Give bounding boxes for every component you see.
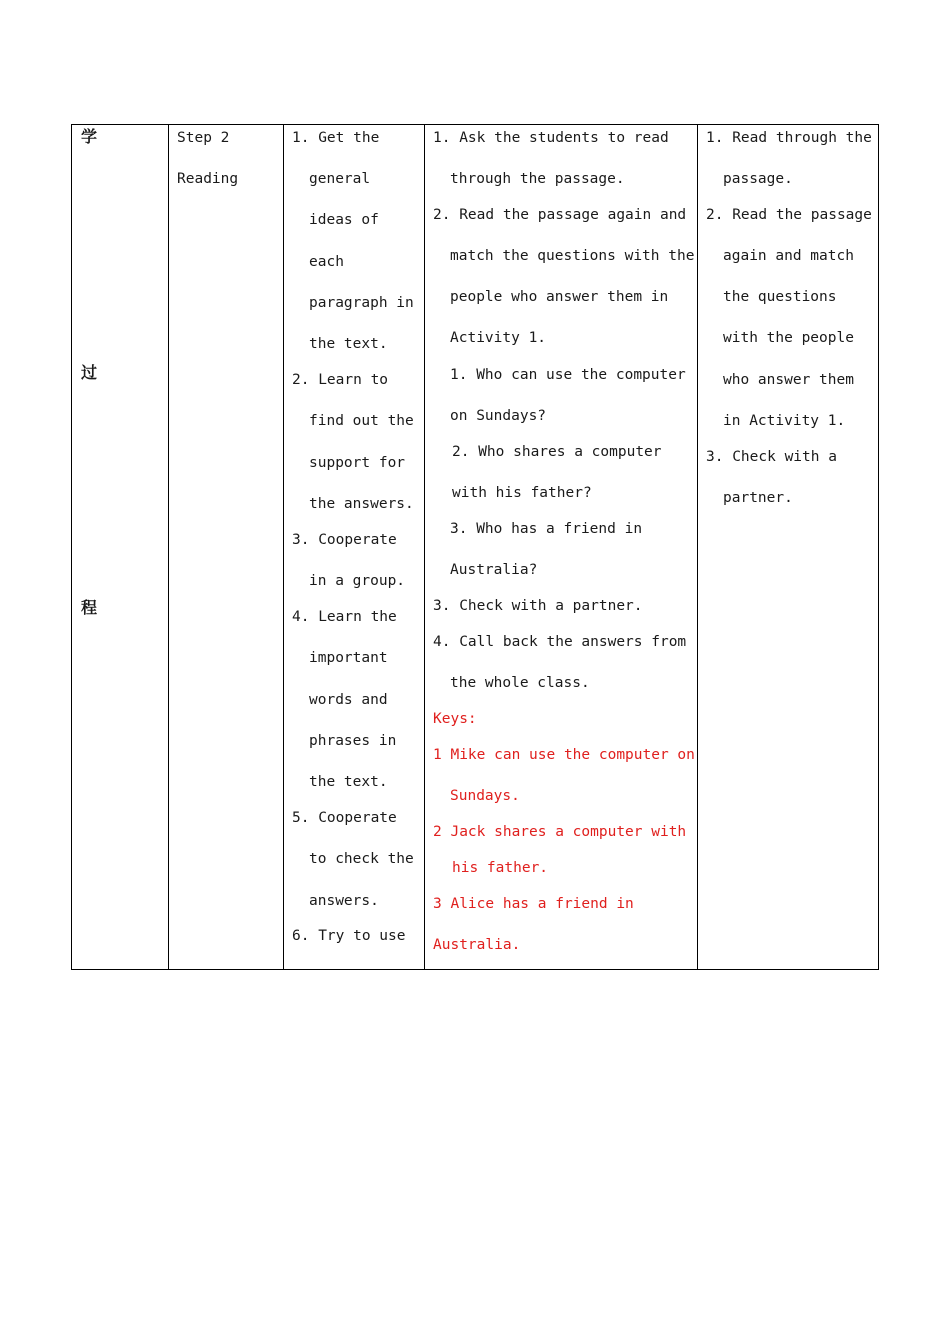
step-name: Reading <box>177 171 239 187</box>
objective-line: 2. Learn to <box>292 372 389 388</box>
objective-line: important <box>309 650 388 666</box>
objective-line: paragraph in <box>309 295 414 311</box>
column-divider <box>283 125 284 969</box>
key-answer-line: Australia. <box>433 937 521 953</box>
section-label-char: 程 <box>81 598 98 617</box>
teacher-activity-line: 1. Ask the students to read <box>433 130 669 146</box>
objective-line: each <box>309 254 344 270</box>
student-activity-line: the questions <box>723 289 837 305</box>
teacher-activity-line: 3. Who has a friend in <box>450 521 643 537</box>
teacher-activity-line: 4. Call back the answers from <box>433 634 687 650</box>
student-activity-line: 1. Read through the <box>706 130 872 146</box>
objective-line: answers. <box>309 893 379 909</box>
student-activity-line: with the people <box>723 330 854 346</box>
keys-heading: Keys: <box>433 711 477 727</box>
teacher-activity-line: Australia? <box>450 562 538 578</box>
section-label-char: 过 <box>81 363 98 382</box>
teacher-activity-line: with his father? <box>452 485 592 501</box>
objective-line: the answers. <box>309 496 414 512</box>
objective-line: in a group. <box>309 573 406 589</box>
teacher-activity-line: 2. Who shares a computer <box>452 444 662 460</box>
section-label-char: 学 <box>81 127 98 146</box>
column-divider <box>424 125 425 969</box>
objective-line: words and <box>309 692 388 708</box>
objective-line: 1. Get the <box>292 130 380 146</box>
objective-line: the text. <box>309 336 388 352</box>
student-activity-line: 2. Read the passage <box>706 207 872 223</box>
key-answer-line: 1 Mike can use the computer on <box>433 747 695 763</box>
objective-line: 4. Learn the <box>292 609 397 625</box>
column-divider <box>168 125 169 969</box>
teacher-activity-line: 2. Read the passage again and <box>433 207 687 223</box>
teacher-activity-line: through the passage. <box>450 171 625 187</box>
teacher-activity-line: on Sundays? <box>450 408 547 424</box>
student-activity-line: partner. <box>723 490 793 506</box>
student-activity-line: again and match <box>723 248 854 264</box>
objective-line: support for <box>309 455 406 471</box>
student-activity-line: passage. <box>723 171 793 187</box>
objective-line: to check the <box>309 851 414 867</box>
teacher-activity-line: match the questions with the <box>450 248 695 264</box>
column-divider <box>697 125 698 969</box>
step-label: Step 2 <box>177 130 230 146</box>
student-activity-line: in Activity 1. <box>723 413 846 429</box>
student-activity-line: 3. Check with a <box>706 449 837 465</box>
key-answer-line: his father. <box>452 860 549 876</box>
student-activity-line: who answer them <box>723 372 854 388</box>
teacher-activity-line: 3. Check with a partner. <box>433 598 643 614</box>
teacher-activity-line: people who answer them in <box>450 289 669 305</box>
teacher-activity-line: Activity 1. <box>450 330 547 346</box>
key-answer-line: 3 Alice has a friend in <box>433 896 634 912</box>
objective-line: 5. Cooperate <box>292 810 397 826</box>
objective-line: ideas of <box>309 212 379 228</box>
objective-line: 6. Try to use <box>292 928 406 944</box>
objective-line: general <box>309 171 371 187</box>
objective-line: 3. Cooperate <box>292 532 397 548</box>
key-answer-line: 2 Jack shares a computer with <box>433 824 687 840</box>
objective-line: the text. <box>309 774 388 790</box>
teacher-activity-line: the whole class. <box>450 675 590 691</box>
key-answer-line: Sundays. <box>450 788 520 804</box>
teacher-activity-line: 1. Who can use the computer <box>450 367 686 383</box>
objective-line: phrases in <box>309 733 397 749</box>
objective-line: find out the <box>309 413 414 429</box>
